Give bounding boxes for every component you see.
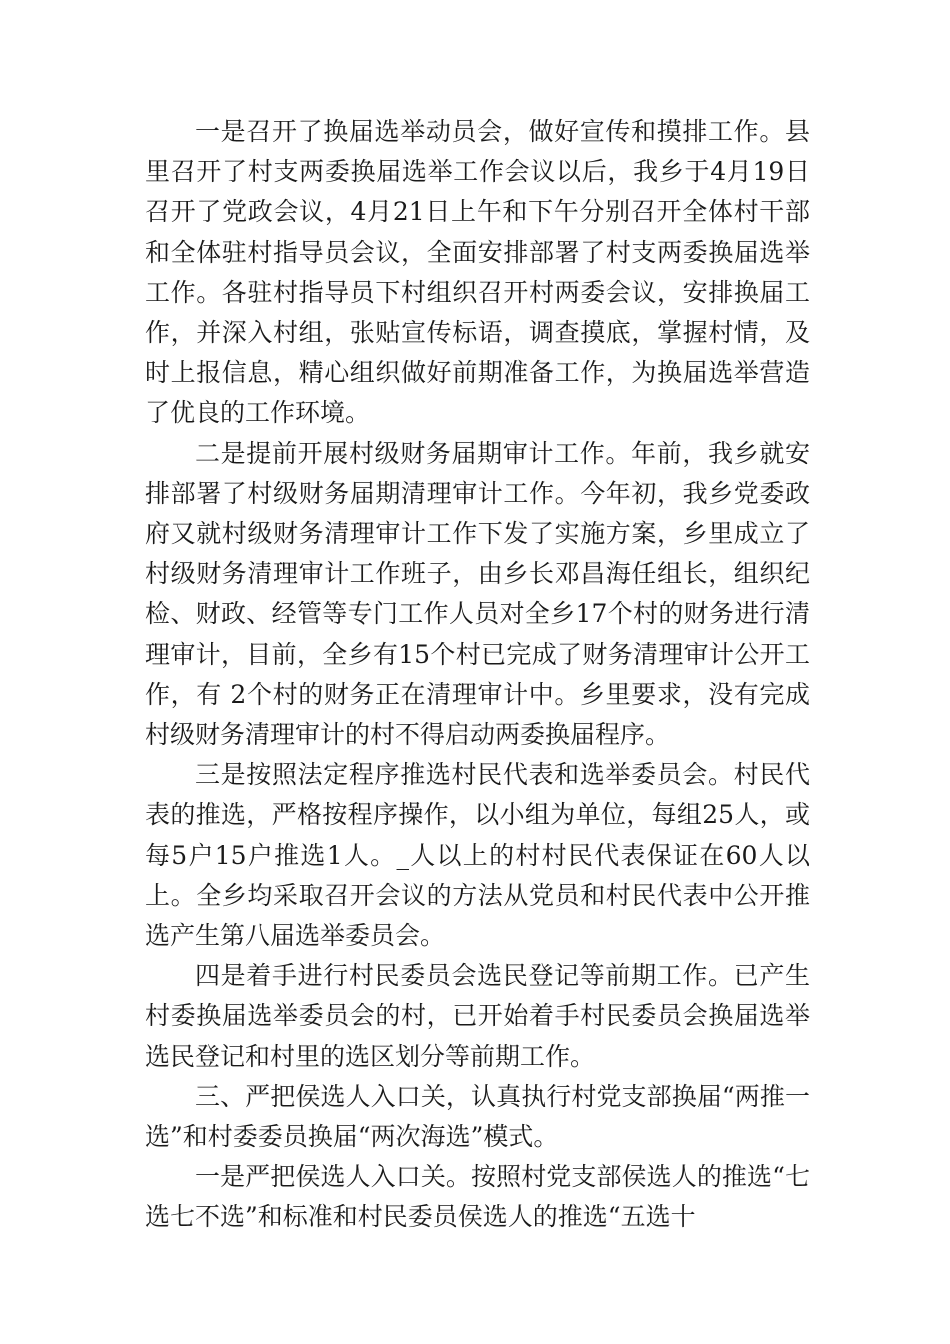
paragraph-mobilization-meeting: 一是召开了换届选举动员会，做好宣传和摸排工作。县里召开了村支两委换届选举工作会议以后，我乡于4月19日召开了党政会议，4月21日上午和下午分别召开全体村干部和全体驻村指导员会议，全面安排部署了村支两委换届选举工作。各驻村指导员下村组织召开村两委会议，安排换届工作，并深入村组，张贴宣传标语，调查摸底，掌握村情，及时上报信息，精心组织做好前期准备工作，为换届选举营造了优良的工作环境。	[145, 117, 810, 428]
paragraph-voter-registration: 四是着手进行村民委员会选民登记等前期工作。已产生村委换届选举委员会的村，已开始着手村民委员会换届选举选民登记和村里的选区划分等前期工作。	[145, 961, 810, 1071]
paragraph-village-representatives: 三是按照法定程序推选村民代表和选举委员会。村民代表的推选，严格按程序操作，以小组为单位，每组25人，或每5户15户推选1人。_人以上的村村民代表保证在60人以上。全乡均采取召开会议的方法从党员和村民代表中公开推选产生第八届选举委员会。	[145, 760, 810, 951]
document-body	[145, 112, 810, 1238]
paragraph-financial-audit: 二是提前开展村级财务届期审计工作。年前，我乡就安排部署了村级财务届期清理审计工作。今年初，我乡党委政府又就村级财务清理审计工作下发了实施方案，乡里成立了村级财务清理审计工作班子，由乡长邓昌海任组长，组织纪检、财政、经管等专门工作人员对全乡17个村的财务进行清理审计，目前，全乡有15个村已完成了财务清理审计公开工作，有 2个村的财务正在清理审计中。乡里要求，没有完成村级财务清理审计的村不得启动两委换届程序。	[145, 438, 810, 750]
paragraph-section-three-heading: 三、严把侯选人入口关，认真执行村党支部换届“两推一选”和村委委员换届“两次海选”模式。	[145, 1081, 810, 1152]
paragraph-candidate-entry: 一是严把侯选人入口关。按照村党支部侯选人的推选“七选七不选”和标准和村民委员侯选人的推选“五选十	[145, 1162, 810, 1232]
